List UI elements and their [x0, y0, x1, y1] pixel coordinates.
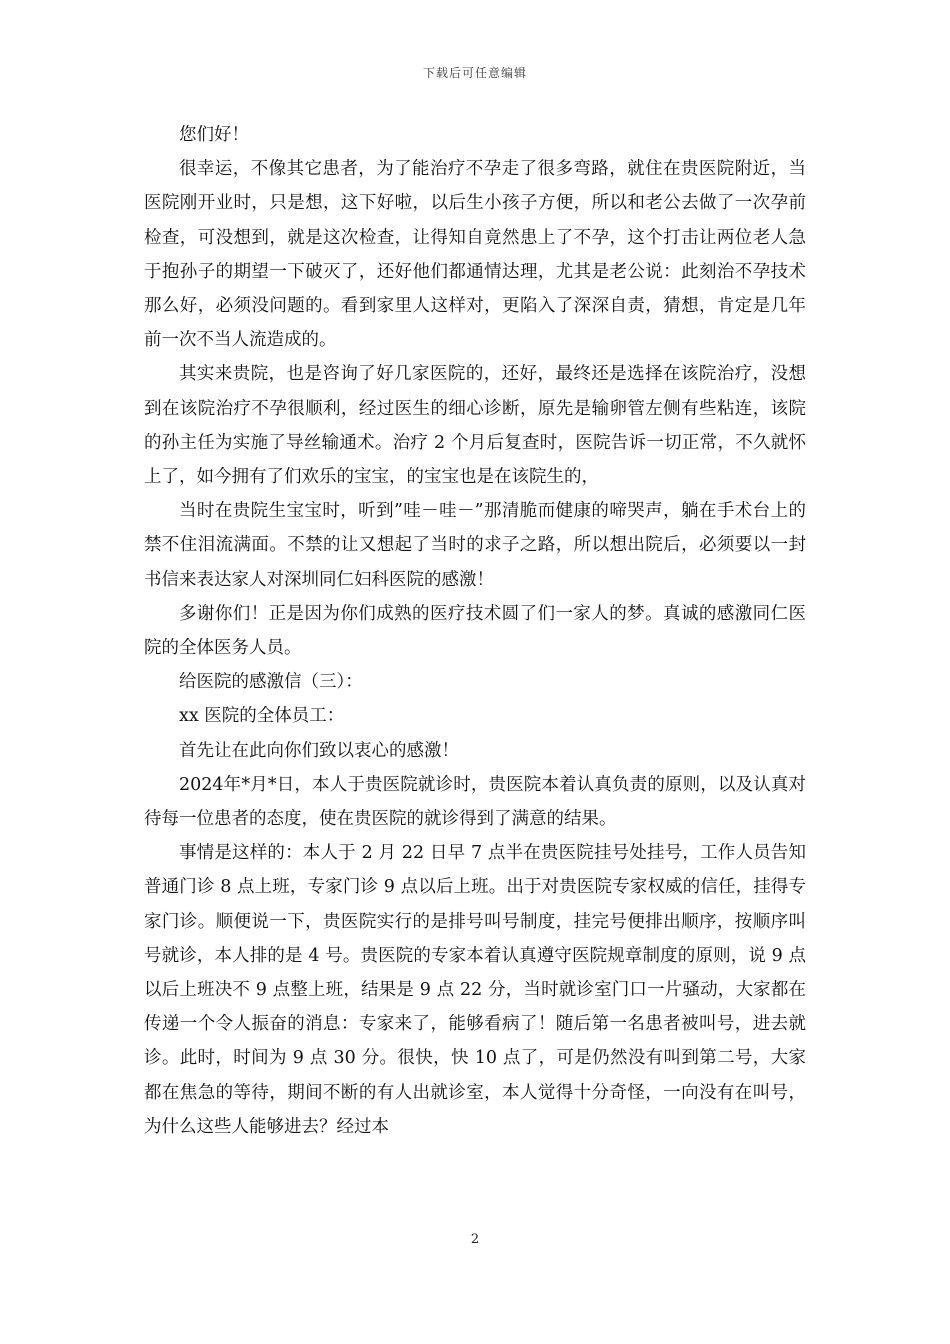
salutation: xx 医院的全体员工： — [179, 706, 345, 727]
document-body — [144, 118, 806, 1144]
paragraph: 首先让在此向你们致以衷心的感激！ — [179, 740, 459, 761]
paragraph: 2024年*月*日，本人于贵医院就诊时，贵医院本着认真负责的原则，以及认真对待每一位患者的态度，使在贵医院的就诊得到了满意的结果。 — [144, 774, 806, 830]
paragraph-greeting: 您们好！ — [179, 125, 249, 145]
paragraph: 很幸运，不像其它患者，为了能治疗不孕走了很多弯路，就住在贵医院附近，当医院刚开业时，只是想，这下好啦，以后生小孩子方便，所以和老公去做了一次孕前检查，可没想到，就是这次检查，让得知自竟然患上了不孕，这个打击让两位老人急于抱孙子的期望一下破灭了，还好他们都通情达理，尤其是老公说：此刻治不孕技术那么好，必须没问题的。看到家里人这样对，更陷入了深深自责，猜想，肯定是几年前一次不当人流造成的。 — [144, 159, 806, 351]
page-number: 2 — [470, 1232, 480, 1247]
paragraph: 事情是这样的：本人于 2 月 22 日早 7 点半在贵医院挂号处挂号，工作人员告知普通门诊 8 点上班，专家门诊 9 点以后上班。出于对贵医院专家权威的信任，挂得专家门诊。顺便说一下，贵医院实行的是排号叫号制度，挂完号便排出顺序，按顺序叫号就诊，本人排的是 4 号。贵医院的专家本着认真遵守医院规章制度的原则，说 9 点以后上班决不 9 点整上班，结果是 9 点 22 分，当时就诊室门口一片骚动，大家都在传递一个令人振奋的消息：专家来了，能够看病了！随后第一名患者被叫号，进去就诊。此时，时间为 9 点 30 分。很快，快 10 点了，可是仍然没有叫到第二号，大家都在焦急的等待，期间不断的有人出就诊室，本人觉得十分奇怪，一向没有在叫号，为什么这些人能够进去？经过本 — [144, 843, 806, 1137]
page-header: 下载后可任意编辑 — [422, 66, 527, 80]
paragraph: 多谢你们！正是因为你们成熟的医疗技术圆了们一家人的梦。真诚的感激同仁医院的全体医务人员。 — [144, 603, 806, 659]
paragraph: 当时在贵院生宝宝时，听到”哇－哇－”那清脆而健康的啼哭声，躺在手术台上的禁不住泪流满面。不禁的让又想起了当时的求子之路，所以想出院后，必须要以一封书信来表达家人对深圳同仁妇科医院的感激！ — [144, 501, 806, 590]
section-title: 给医院的感激信（三）： — [179, 672, 363, 693]
paragraph: 其实来贵院，也是咨询了好几家医院的，还好，最终还是选择在该院治疗，没想到在该院治疗不孕很顺利，经过医生的细心诊断，原先是输卵管左侧有些粘连，该院的孙主任为实施了导丝输通术。治疗 2 个月后复查时，医院告诉一切正常，不久就怀上了，如今拥有了们欢乐的宝宝，的宝宝也是在该院生的， — [144, 364, 806, 488]
